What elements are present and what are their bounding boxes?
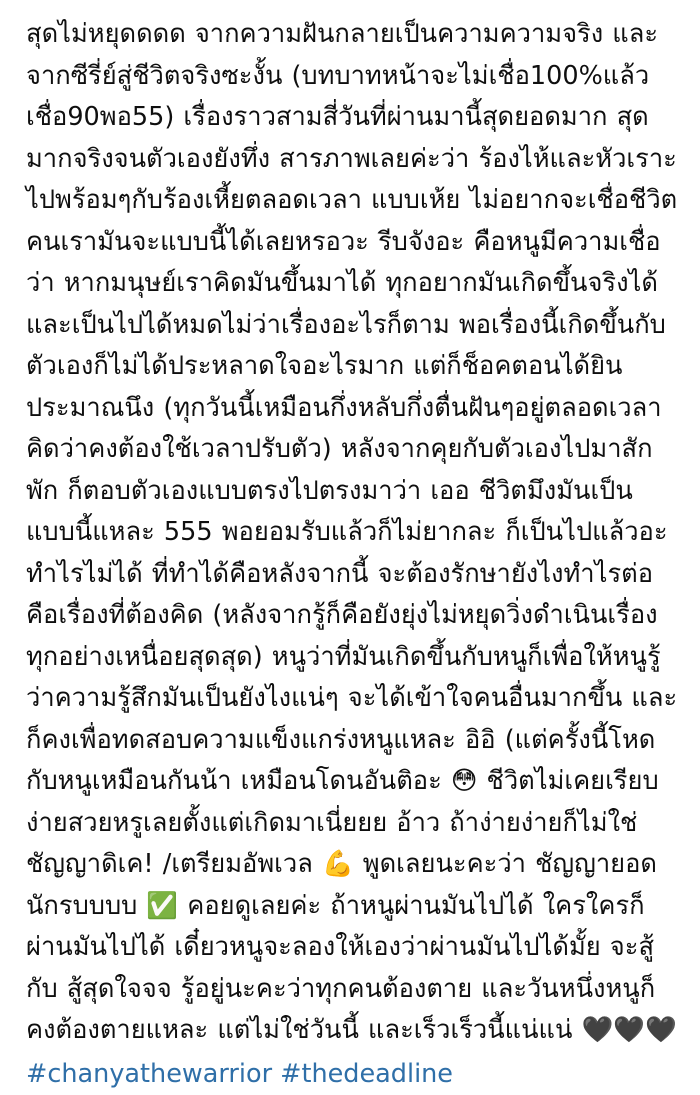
hashtag-chanyathewarrior[interactable]: #chanyathewarrior — [26, 1059, 272, 1089]
post-caption-text: สุดไม่หยุดดดด จากความฝันกลายเป็นความความจริง และจากซีรี่ย์สู่ชีวิตจริงซะงั้น (บทบาทหน้าจะไม่เชื่อ100%แล้วเชื่อ90พอ55) เรื่องราวสามสี่วันที่ผ่านมานี้สุดยอดมาก สุดมากจริงจนตัวเองยังทึ่ง สารภาพเลยค่ะว่า ร้องไห้และหัวเราะไปพร้อมๆกับร้องเหี้ยตลอดเวลา แบบเห้ย ไม่อยากจะเชื่อชีวิตคนเรามันจะแบบนี้ได้เลยหรอวะ รีบจังอะ คือหนูมีความเชื่อว่า หากมนุษย์เราคิดมันขึ้นมาได้ ทุกอยากมันเกิดขึ้นจริงได้และเป็นไปได้หมดไม่ว่าเรื่องอะไรก็ตาม พอเรื่องนี้เกิดขึ้นกับตัวเองก็ไม่ได้ประหลาดใจอะไรมาก แต่ก็ช็อคตอนได้ยินประมาณนึง (ทุกวันนี้เหมือนกึ่งหลับกึ่งตื่นฝันๆอยู่ตลอดเวลาคิดว่าคงต้องใช้เวลาปรับตัว) หลังจากคุยกับตัวเองไปมาสักพัก ก็ตอบตัวเองแบบตรงไปตรงมาว่า เออ ชีวิตมึงมันเป็นแบบนี้แหละ 555 พอยอมรับแล้วก็ไม่ยากละ ก็เป็นไปแล้วอะทำไรไม่ได้ ที่ทำได้คือหลังจากนี้ จะต้องรักษายังไงทำไรต่อคือเรื่องที่ต้องคิด (หลังจากรู้ก็คือยังยุ่งไม่หยุดวิ่งดำเนินเรื่องทุกอย่างเหนื่อยสุดสุด) หนูว่าที่มันเกิดขึ้นกับหนูก็เพื่อให้หนูรู้ว่าความรู้สึกมันเป็นยังไงแน่ๆ จะได้เข้าใจคนอื่นมากขึ้น และก็คงเพื่อทดสอบความแข็งแกร่งหนูแหละ อิอิ (แต่ครั้งนี้โหดกับหนูเหมือนกันน้า เหมือนโดนอันติอะ 😳 ชีวิตไม่เคยเรียบง่ายสวยหรูเลยตั้งแต่เกิดมาเนี่ยยย อ้าว ถ้าง่ายง่ายก็ไม่ใช่ชัญญาดิเค! /เตรียมอัพเวล 💪 พูดเลยนะคะว่า ชัญญายอดนักรบบบบ ✅ คอยดูเลยค่ะ ถ้าหนูผ่านมันไปได้ ใครใครก็ผ่านมันไปได้ เดี๋ยวหนูจะลองให้เองว่าผ่านมันไปได้มั้ย จะสู้กับ สู้สุดใจจจ รู้อยู่นะคะว่าทุกคนต้องตาย และวันหนึ่งหนูก็คงต้องตายแหละ แต่ไม่ใช่วันนี้ และเร็วเร็วนี้แน่แน่ 🖤🖤🖤 — [26, 14, 678, 1052]
hashtag-thedeadline[interactable]: #thedeadline — [280, 1059, 453, 1089]
hashtag-list — [26, 1054, 678, 1095]
